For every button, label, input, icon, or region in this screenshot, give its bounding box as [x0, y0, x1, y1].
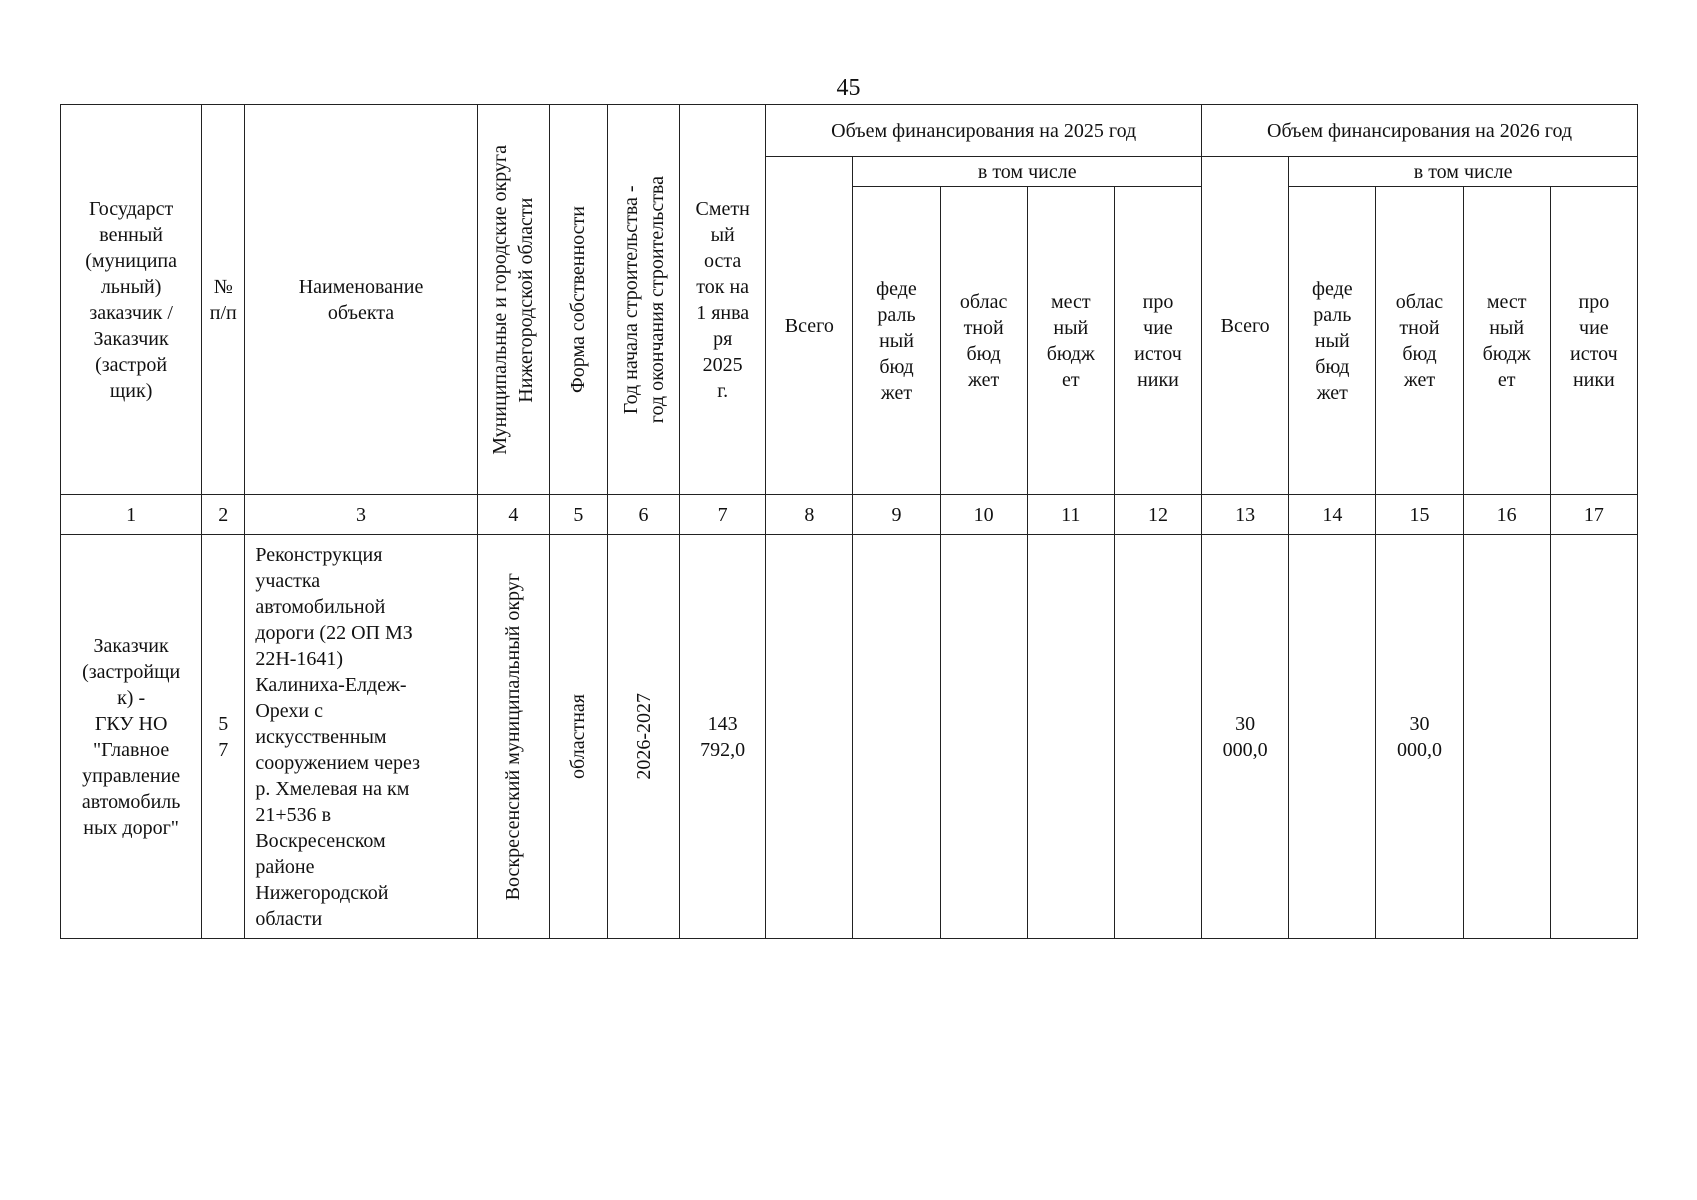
row-2026-regional: 30 000,0 — [1376, 535, 1463, 939]
header-2026-regional: облас тной бюд жет — [1376, 187, 1463, 495]
header-years-text: Год начала строительства - год окончания строительства — [619, 175, 668, 424]
header-ownership — [549, 105, 607, 495]
header-estimate: Сметн ый оста ток на 1 янва ря 2025 г. — [680, 105, 766, 495]
row-2026-federal — [1289, 535, 1376, 939]
construction-budget-table — [60, 104, 1638, 939]
header-ownership-text: Форма собственности — [567, 206, 590, 393]
row-2025-total — [766, 535, 853, 939]
page-number: 45 — [836, 75, 861, 101]
row-municipal — [477, 535, 549, 939]
row-2025-local — [1027, 535, 1114, 939]
row-estimate: 143 792,0 — [680, 535, 766, 939]
header-2026-other: про чие источ ники — [1550, 187, 1637, 495]
column-number: 10 — [940, 495, 1027, 535]
row-ownership-text: областная — [567, 694, 590, 779]
header-2026-local: мест ный бюдж ет — [1463, 187, 1550, 495]
column-number: 6 — [607, 495, 679, 535]
header-object-name: Наименование объекта — [245, 105, 477, 495]
header-2025-federal: феде раль ный бюд жет — [853, 187, 940, 495]
row-2026-total: 30 000,0 — [1202, 535, 1289, 939]
column-number-row — [61, 495, 1638, 535]
header-2026-including: в том числе — [1289, 157, 1638, 187]
column-number: 5 — [549, 495, 607, 535]
header-2025-total: Всего — [766, 157, 853, 495]
column-number: 17 — [1550, 495, 1637, 535]
header-funding-2026: Объем финансирования на 2026 год — [1202, 105, 1638, 157]
column-number: 15 — [1376, 495, 1463, 535]
table-row — [61, 535, 1638, 939]
row-2025-other — [1114, 535, 1201, 939]
row-2025-federal — [853, 535, 940, 939]
column-number: 7 — [680, 495, 766, 535]
header-2025-local: мест ный бюдж ет — [1027, 187, 1114, 495]
header-customer: Государст венный (муниципа льный) заказчик / Заказчик (застрой щик) — [61, 105, 202, 495]
header-2026-total: Всего — [1202, 157, 1289, 495]
header-municipal — [477, 105, 549, 495]
column-number: 13 — [1202, 495, 1289, 535]
row-ownership — [549, 535, 607, 939]
row-2026-other — [1550, 535, 1637, 939]
column-number: 2 — [202, 495, 245, 535]
header-2026-federal: феде раль ный бюд жет — [1289, 187, 1376, 495]
header-2025-regional: облас тной бюд жет — [940, 187, 1027, 495]
row-2025-regional — [940, 535, 1027, 939]
column-number: 14 — [1289, 495, 1376, 535]
row-object-name: Реконструкция участка автомобильной дороги (22 ОП МЗ 22Н-1641) Калиниха-Елдеж- Орехи с искусственным сооружением через р. Хмелевая на км 21+536 в Воскресенском районе Нижегородской области — [245, 535, 477, 939]
column-number: 1 — [61, 495, 202, 535]
header-number: № п/п — [202, 105, 245, 495]
row-years-text: 2026-2027 — [632, 693, 655, 780]
column-number: 11 — [1027, 495, 1114, 535]
column-number: 8 — [766, 495, 853, 535]
column-number: 16 — [1463, 495, 1550, 535]
row-municipal-text: Воскресенский муниципальный округ — [502, 572, 525, 901]
column-number: 9 — [853, 495, 940, 535]
header-2025-including: в том числе — [853, 157, 1202, 187]
header-years — [607, 105, 679, 495]
row-2026-local — [1463, 535, 1550, 939]
column-number: 3 — [245, 495, 477, 535]
header-funding-2025: Объем финансирования на 2025 год — [766, 105, 1202, 157]
column-number: 12 — [1114, 495, 1201, 535]
header-municipal-text: Муниципальные и городские округа Нижегородской области — [489, 144, 538, 455]
header-row-1 — [61, 105, 1638, 157]
row-customer: Заказчик (застройщи к) - ГКУ НО "Главное управление автомобиль ных дорог" — [61, 535, 202, 939]
header-2025-other: про чие источ ники — [1114, 187, 1201, 495]
row-number: 5 7 — [202, 535, 245, 939]
column-number: 4 — [477, 495, 549, 535]
row-years — [607, 535, 679, 939]
